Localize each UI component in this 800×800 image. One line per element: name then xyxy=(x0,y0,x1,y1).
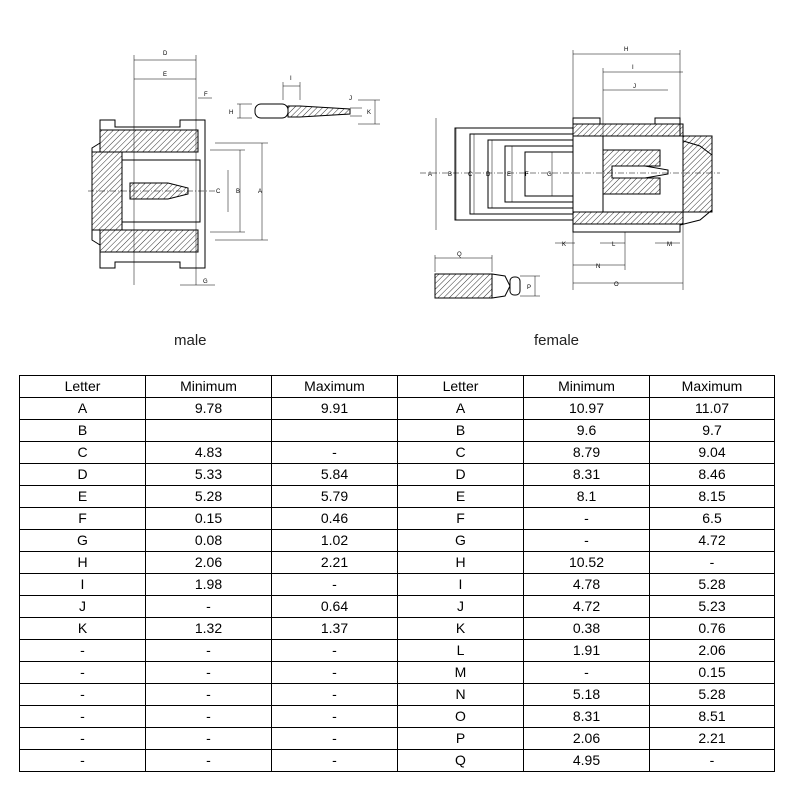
male-caption: male xyxy=(174,332,207,349)
table-row xyxy=(20,574,775,596)
table-cell: 4.72 xyxy=(650,530,775,552)
table-cell: 11.07 xyxy=(650,398,775,420)
connector-dimension-drawings xyxy=(0,0,800,340)
female-label-o: O xyxy=(614,282,619,288)
male-label-a: A xyxy=(258,189,263,195)
table-cell: - xyxy=(272,574,398,596)
male-label-h: H xyxy=(229,110,234,116)
table-header-cell: Minimum xyxy=(146,376,272,398)
table-cell: 5.18 xyxy=(524,684,650,706)
table-row xyxy=(20,530,775,552)
table-cell: 0.15 xyxy=(146,508,272,530)
table-row xyxy=(20,640,775,662)
table-cell: - xyxy=(272,750,398,772)
table-row xyxy=(20,464,775,486)
table-cell: F xyxy=(398,508,524,530)
table-cell: - xyxy=(20,728,146,750)
table-row xyxy=(20,684,775,706)
table-cell: 5.79 xyxy=(272,486,398,508)
table-cell: - xyxy=(20,640,146,662)
female-label-j: J xyxy=(633,84,636,90)
table-header-cell: Maximum xyxy=(650,376,775,398)
table-cell: - xyxy=(146,640,272,662)
table-cell: 10.52 xyxy=(524,552,650,574)
table-cell: O xyxy=(398,706,524,728)
table-cell: - xyxy=(146,750,272,772)
female-label-b: B xyxy=(448,172,453,178)
table-cell: 2.21 xyxy=(272,552,398,574)
table-cell: 5.28 xyxy=(650,684,775,706)
female-label-c: C xyxy=(468,172,473,178)
male-label-f: F xyxy=(204,92,208,98)
table-cell: 9.6 xyxy=(524,420,650,442)
table-cell: I xyxy=(398,574,524,596)
table-cell: D xyxy=(398,464,524,486)
male-label-c: C xyxy=(216,189,221,195)
table-row xyxy=(20,706,775,728)
table-cell: - xyxy=(272,442,398,464)
table-cell: P xyxy=(398,728,524,750)
table-cell: 0.64 xyxy=(272,596,398,618)
male-connector-drawing xyxy=(88,55,380,285)
table-cell: 4.83 xyxy=(146,442,272,464)
table-cell: 4.72 xyxy=(524,596,650,618)
female-label-f: F xyxy=(525,172,529,178)
table-cell: B xyxy=(20,420,146,442)
table-row xyxy=(20,596,775,618)
table-cell: 2.06 xyxy=(524,728,650,750)
table-cell: 1.98 xyxy=(146,574,272,596)
table-cell: 5.84 xyxy=(272,464,398,486)
table-row xyxy=(20,618,775,640)
table-cell: - xyxy=(524,508,650,530)
table-header-cell: Minimum xyxy=(524,376,650,398)
table-cell: - xyxy=(146,662,272,684)
table-cell: - xyxy=(146,706,272,728)
table-cell: 9.78 xyxy=(146,398,272,420)
table-cell: 8.51 xyxy=(650,706,775,728)
male-label-b: B xyxy=(236,189,241,195)
table-cell: 5.28 xyxy=(650,574,775,596)
female-label-d: D xyxy=(486,172,491,178)
table-cell: - xyxy=(650,552,775,574)
female-label-k: K xyxy=(562,242,567,248)
table-cell: - xyxy=(272,706,398,728)
table-cell: - xyxy=(524,662,650,684)
table-cell: 8.79 xyxy=(524,442,650,464)
male-label-j: J xyxy=(349,96,352,102)
table-header-cell: Letter xyxy=(20,376,146,398)
male-label-e: E xyxy=(163,72,168,78)
female-label-l: L xyxy=(612,242,616,248)
table-header-cell: Letter xyxy=(398,376,524,398)
table-cell xyxy=(146,420,272,442)
female-connector-drawing xyxy=(420,50,720,298)
table-cell: - xyxy=(20,684,146,706)
table-cell: - xyxy=(146,684,272,706)
female-label-n: N xyxy=(596,264,601,270)
table-cell: 0.76 xyxy=(650,618,775,640)
table-row xyxy=(20,442,775,464)
table-cell: - xyxy=(272,640,398,662)
table-cell: H xyxy=(20,552,146,574)
table-row xyxy=(20,508,775,530)
table-cell: 6.5 xyxy=(650,508,775,530)
table-cell: 1.91 xyxy=(524,640,650,662)
table-row xyxy=(20,662,775,684)
table-cell: 0.46 xyxy=(272,508,398,530)
table-cell: 5.28 xyxy=(146,486,272,508)
table-cell: E xyxy=(398,486,524,508)
table-row xyxy=(20,728,775,750)
table-cell: D xyxy=(20,464,146,486)
male-label-i: I xyxy=(290,76,292,82)
table-cell: - xyxy=(650,750,775,772)
table-cell: 0.38 xyxy=(524,618,650,640)
female-caption: female xyxy=(534,332,580,349)
dimension-table xyxy=(19,375,775,772)
table-cell: Q xyxy=(398,750,524,772)
table-cell: E xyxy=(20,486,146,508)
table-cell: A xyxy=(398,398,524,420)
female-label-m: M xyxy=(667,242,672,248)
female-label-g: G xyxy=(547,172,552,178)
table-cell: K xyxy=(20,618,146,640)
table-row xyxy=(20,420,775,442)
female-label-h: H xyxy=(624,47,629,53)
table-cell: 4.95 xyxy=(524,750,650,772)
table-cell: G xyxy=(20,530,146,552)
female-label-a: A xyxy=(428,172,433,178)
table-cell: N xyxy=(398,684,524,706)
table-cell: 8.46 xyxy=(650,464,775,486)
table-cell: 8.1 xyxy=(524,486,650,508)
table-cell: 8.31 xyxy=(524,464,650,486)
table-cell: J xyxy=(20,596,146,618)
male-label-k: K xyxy=(367,110,372,116)
table-cell: - xyxy=(20,706,146,728)
table-cell: 8.31 xyxy=(524,706,650,728)
table-cell: - xyxy=(20,662,146,684)
female-label-p: P xyxy=(527,285,532,291)
table-cell: 5.23 xyxy=(650,596,775,618)
table-cell: 1.32 xyxy=(146,618,272,640)
table-cell: 9.7 xyxy=(650,420,775,442)
table-cell: 2.06 xyxy=(650,640,775,662)
female-label-i: I xyxy=(632,65,634,71)
table-cell: 1.37 xyxy=(272,618,398,640)
table-cell: 9.04 xyxy=(650,442,775,464)
table-cell: G xyxy=(398,530,524,552)
table-cell xyxy=(272,420,398,442)
female-label-q: Q xyxy=(457,252,462,258)
table-cell: - xyxy=(524,530,650,552)
table-cell: - xyxy=(272,662,398,684)
table-row xyxy=(20,486,775,508)
female-label-e: E xyxy=(507,172,512,178)
table-cell: 2.21 xyxy=(650,728,775,750)
table-cell: C xyxy=(20,442,146,464)
table-cell: 8.15 xyxy=(650,486,775,508)
table-cell: - xyxy=(20,750,146,772)
table-cell: 2.06 xyxy=(146,552,272,574)
male-label-g: G xyxy=(203,279,208,285)
table-cell: - xyxy=(272,728,398,750)
table-row xyxy=(20,750,775,772)
table-cell: 4.78 xyxy=(524,574,650,596)
table-cell: H xyxy=(398,552,524,574)
table-cell: J xyxy=(398,596,524,618)
table-cell: - xyxy=(272,684,398,706)
table-cell: K xyxy=(398,618,524,640)
table-cell: 5.33 xyxy=(146,464,272,486)
table-header-row xyxy=(20,376,775,398)
male-label-d: D xyxy=(163,51,168,57)
table-header-cell: Maximum xyxy=(272,376,398,398)
table-cell: C xyxy=(398,442,524,464)
table-cell: - xyxy=(146,728,272,750)
table-cell: A xyxy=(20,398,146,420)
table-row xyxy=(20,552,775,574)
table-cell: I xyxy=(20,574,146,596)
table-cell: B xyxy=(398,420,524,442)
table-row xyxy=(20,398,775,420)
table-cell: F xyxy=(20,508,146,530)
table-cell: M xyxy=(398,662,524,684)
table-cell: 0.15 xyxy=(650,662,775,684)
table-cell: 1.02 xyxy=(272,530,398,552)
table-cell: L xyxy=(398,640,524,662)
table-cell: 0.08 xyxy=(146,530,272,552)
table-cell: 10.97 xyxy=(524,398,650,420)
table-cell: 9.91 xyxy=(272,398,398,420)
table-cell: - xyxy=(146,596,272,618)
